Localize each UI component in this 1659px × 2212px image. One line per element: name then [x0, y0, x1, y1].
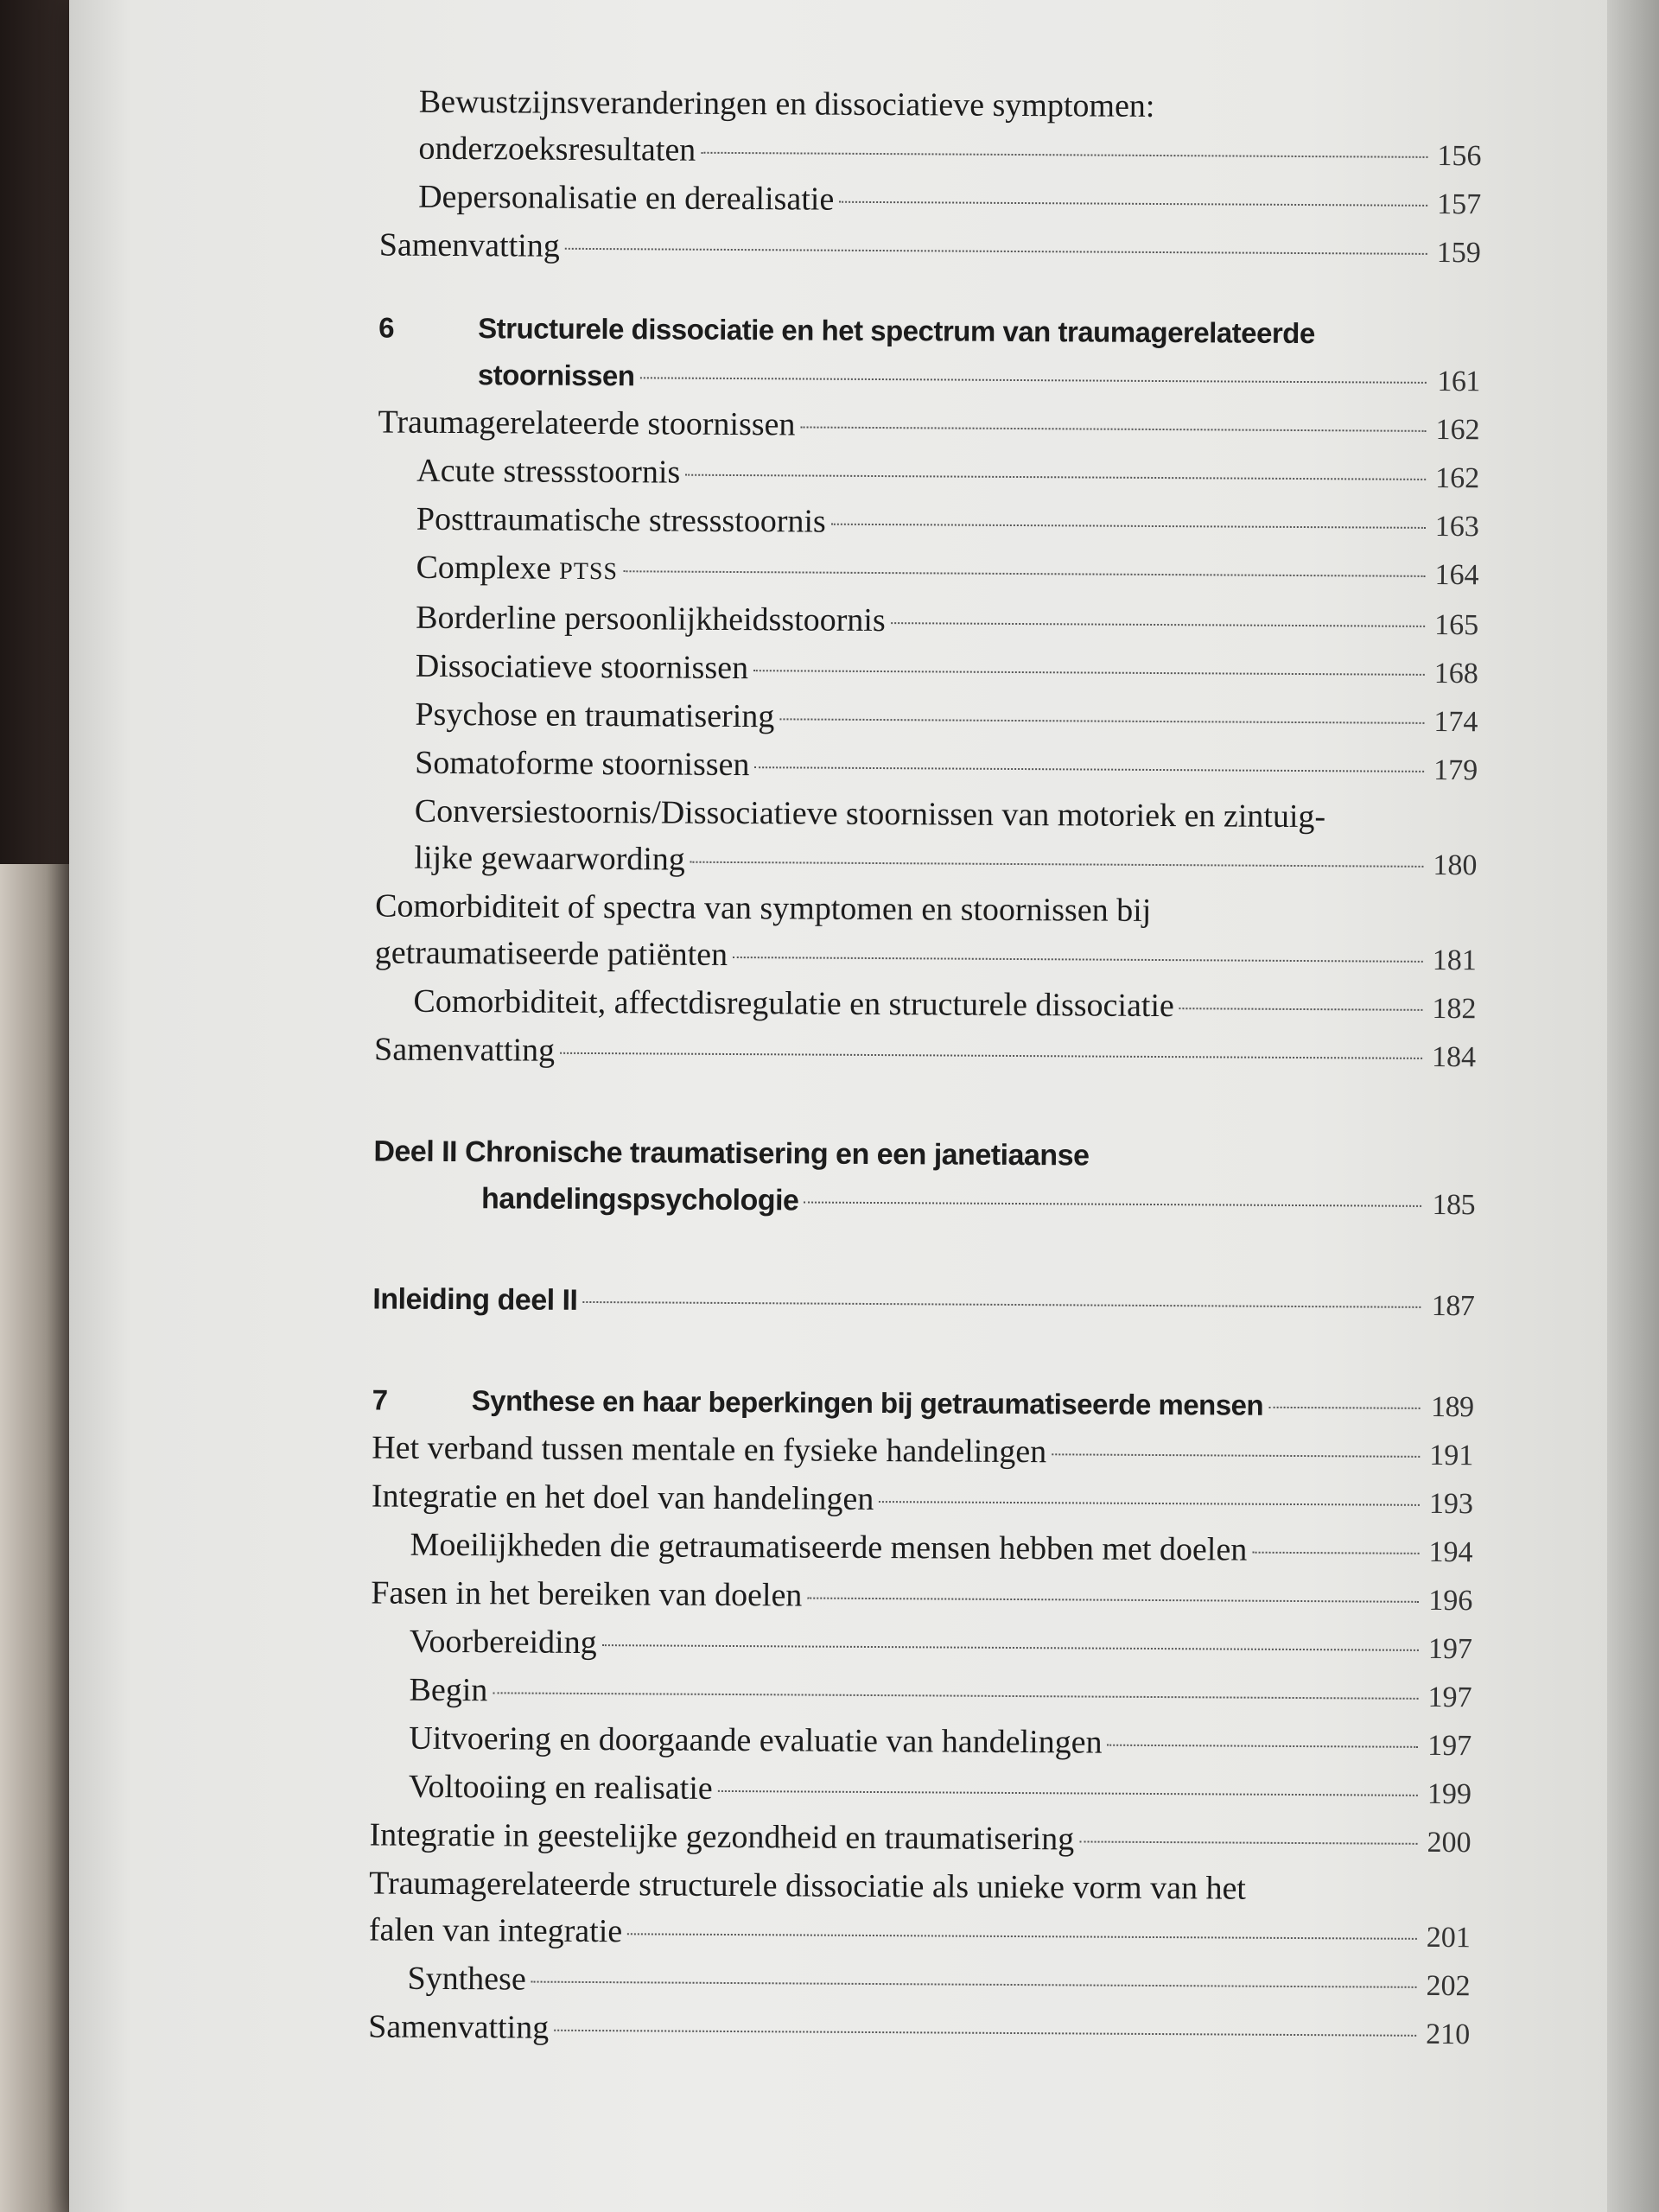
toc-page-number: 156 — [1437, 139, 1482, 173]
spacer — [303, 1323, 1474, 1383]
toc-entry — [305, 1026, 1476, 1081]
toc-page-number: 197 — [1427, 1632, 1473, 1666]
spacer — [304, 1222, 1475, 1282]
toc-page-number: 162 — [1435, 413, 1480, 447]
toc-entry-label: Voorbereiding — [409, 1623, 597, 1662]
toc-entry-label: Psychose en traumatisering — [415, 696, 775, 735]
toc-entry-label-abbrev: PTSS — [559, 557, 619, 586]
toc-entry-label: Fasen in het bereiken van doelen — [371, 1574, 803, 1614]
dot-leader — [554, 2030, 1416, 2037]
dot-leader — [685, 474, 1426, 480]
toc-entry-label: falen van integratie — [368, 1911, 623, 1950]
toc-entry-label: Integratie in geestelijke gezondheid en traumatisering — [369, 1816, 1075, 1858]
chapter-heading — [302, 1376, 1473, 1431]
toc-page-number: 164 — [1434, 558, 1479, 592]
toc-entry-label: lijke gewaarwording — [414, 839, 686, 878]
dot-leader — [627, 1933, 1417, 1940]
toc-page-number: 199 — [1427, 1777, 1472, 1811]
toc-page-number: 194 — [1428, 1535, 1473, 1569]
toc-entry-label: Acute stressstoornis — [416, 452, 681, 491]
toc-entry-label: Samenvatting — [374, 1031, 556, 1069]
toc-entry-label: Het verband tussen mentale en fysieke handelingen — [372, 1429, 1047, 1471]
toc-entry-label: Bewustzijnsveranderingen en dissociatieve symptomen: — [418, 83, 1155, 124]
toc-entry — [302, 1472, 1473, 1528]
dot-leader — [623, 570, 1425, 577]
dot-leader — [1108, 1745, 1419, 1748]
toc-entry — [300, 1859, 1471, 1913]
toc-entry-label: getraumatiseerde patiënten — [374, 934, 728, 973]
dot-leader — [493, 1692, 1418, 1700]
toc-page-number: 181 — [1432, 944, 1477, 977]
toc-page-number: 180 — [1433, 849, 1478, 882]
dot-leader — [690, 861, 1424, 868]
toc-entry — [300, 1906, 1471, 1961]
part-title: handelingspsychologie — [480, 1182, 799, 1217]
toc-page-number: 165 — [1434, 608, 1479, 642]
toc-entry-label — [416, 544, 618, 595]
toc-entry — [306, 929, 1477, 984]
toc-entry — [308, 543, 1478, 601]
chapter-heading — [309, 304, 1480, 358]
toc-entry-label: Moeilijkheden die getraumatiseerde mensen hebben met doelen — [410, 1526, 1248, 1568]
toc-page-number: 202 — [1426, 1969, 1471, 2003]
toc-entry — [308, 495, 1479, 550]
dot-leader — [779, 718, 1424, 724]
toc-page-number: 191 — [1429, 1439, 1474, 1472]
toc-entry-label: Traumagerelateerde stoornissen — [378, 404, 796, 443]
toc-entry-label: Samenvatting — [378, 226, 560, 264]
dot-leader — [831, 524, 1426, 529]
toc-entry-label: Somatoforme stoornissen — [415, 744, 750, 784]
toc-page-number: 162 — [1435, 461, 1480, 495]
dot-leader — [754, 766, 1424, 772]
toc-page-number: 197 — [1427, 1729, 1472, 1763]
toc-entry — [308, 642, 1478, 697]
dot-leader — [800, 426, 1426, 431]
toc-page-number: 196 — [1428, 1584, 1473, 1618]
toc-page-number: 193 — [1428, 1487, 1474, 1521]
chapter-number: 7 — [372, 1383, 388, 1416]
toc-entry — [310, 173, 1481, 228]
toc-entry — [311, 78, 1482, 131]
chapter-heading — [309, 351, 1480, 405]
toc-page-number: 187 — [1431, 1289, 1475, 1323]
dot-leader — [804, 1202, 1421, 1207]
toc-page-number: 163 — [1434, 510, 1479, 543]
toc-page-number: 197 — [1427, 1681, 1472, 1714]
toc-entry — [301, 1714, 1471, 1770]
toc-entry-label: Integratie en het doel van handelingen — [371, 1478, 874, 1518]
toc-page-number: 201 — [1426, 1921, 1471, 1955]
toc-entry — [307, 690, 1478, 746]
toc-entry — [307, 739, 1478, 794]
chapter-number: 6 — [378, 311, 395, 344]
part-heading — [304, 1174, 1475, 1229]
background-right — [1607, 0, 1659, 2212]
toc-entry — [308, 594, 1478, 649]
background-left-lower — [0, 864, 78, 2212]
part-intro-title: Inleiding deel II — [372, 1282, 578, 1317]
chapter-title: stoornissen — [477, 359, 635, 392]
toc-page-number: 182 — [1432, 992, 1477, 1026]
dot-leader — [733, 957, 1423, 963]
dot-leader — [531, 1981, 1417, 1988]
toc-entry-label: onderzoeksresultaten — [418, 130, 696, 168]
chapter-title: Structurele dissociatie en het spectrum van traumagerelateerde — [478, 312, 1315, 350]
dot-leader — [560, 1052, 1422, 1059]
toc-entry-label: Comorbiditeit of spectra van symptomen en stoornissen bij — [375, 887, 1152, 929]
toc-entry — [302, 1424, 1473, 1479]
toc-entry — [301, 1763, 1471, 1818]
toc-page-number: 161 — [1437, 365, 1480, 398]
toc-page-number: 200 — [1427, 1826, 1471, 1859]
dot-leader — [753, 670, 1425, 676]
toc-entry-label-part: Complexe — [416, 549, 560, 587]
chapter-title: Synthese en haar beperkingen bij getraumatiseerde mensen — [471, 1384, 1264, 1421]
dot-leader — [565, 248, 1427, 255]
part-heading — [304, 1128, 1475, 1181]
toc-entry — [306, 834, 1477, 889]
dot-leader — [701, 152, 1427, 158]
toc-entry-label: Synthese — [407, 1960, 526, 1998]
table-of-contents — [299, 78, 1482, 2058]
toc-page-number: 157 — [1437, 188, 1482, 221]
toc-entry-label: Traumagerelateerde structurele dissociatie als unieke vorm van het — [369, 1865, 1247, 1907]
toc-entry-label: Comorbiditeit, affectdisregulatie en structurele dissociatie — [413, 982, 1174, 1025]
dot-leader — [718, 1790, 1418, 1796]
toc-entry — [310, 221, 1481, 276]
dot-leader — [839, 201, 1427, 207]
toc-entry — [310, 124, 1481, 180]
dot-leader — [639, 377, 1426, 384]
dot-leader — [1179, 1007, 1423, 1011]
toc-entry — [305, 977, 1476, 1033]
toc-entry — [302, 1618, 1472, 1673]
toc-entry-label: Samenvatting — [368, 2008, 550, 2046]
toc-entry — [299, 2003, 1470, 2058]
toc-entry-label: Begin — [409, 1671, 488, 1709]
toc-entry-label: Depersonalisatie en derealisatie — [418, 178, 835, 218]
toc-page-number: 210 — [1426, 2018, 1471, 2051]
toc-entry-label: Posttraumatische stressstoornis — [416, 500, 826, 540]
dot-leader — [582, 1301, 1421, 1308]
toc-entry-label: Voltooiing en realisatie — [408, 1768, 713, 1807]
dot-leader — [1252, 1552, 1419, 1554]
toc-entry — [302, 1569, 1472, 1624]
toc-entry — [308, 398, 1479, 454]
dot-leader — [1079, 1840, 1417, 1844]
part-title: Deel II Chronische traumatisering en een janetiaanse — [373, 1135, 1090, 1173]
toc-page-number: 185 — [1432, 1188, 1476, 1222]
toc-entry — [308, 447, 1479, 502]
dot-leader — [807, 1598, 1419, 1603]
spacer — [305, 1074, 1476, 1135]
dot-leader — [891, 622, 1425, 627]
dot-leader — [602, 1644, 1419, 1651]
dot-leader — [1268, 1407, 1421, 1409]
toc-entry — [299, 1955, 1470, 2010]
toc-entry — [306, 882, 1477, 936]
toc-entry — [301, 1666, 1471, 1721]
toc-entry-label: Uitvoering en doorgaande evaluatie van handelingen — [409, 1719, 1103, 1761]
toc-page-number: 174 — [1433, 705, 1478, 739]
toc-page-number: 189 — [1431, 1390, 1474, 1424]
dot-leader — [879, 1501, 1420, 1506]
toc-page-number: 159 — [1436, 236, 1481, 270]
toc-page-number: 179 — [1433, 753, 1478, 787]
toc-entry-label: Dissociatieve stoornissen — [415, 647, 749, 687]
part-intro-heading — [303, 1275, 1474, 1330]
dot-leader — [1052, 1453, 1420, 1458]
toc-entry-label: Borderline persoonlijkheidsstoornis — [416, 599, 886, 639]
toc-page-number: 168 — [1433, 657, 1478, 690]
toc-entry-label: Conversiestoornis/Dissociatieve stoornissen van motoriek en zintuig- — [414, 792, 1326, 836]
toc-entry — [300, 1811, 1471, 1866]
toc-page-number: 184 — [1431, 1040, 1477, 1074]
toc-entry — [302, 1521, 1472, 1576]
toc-entry — [307, 787, 1478, 841]
